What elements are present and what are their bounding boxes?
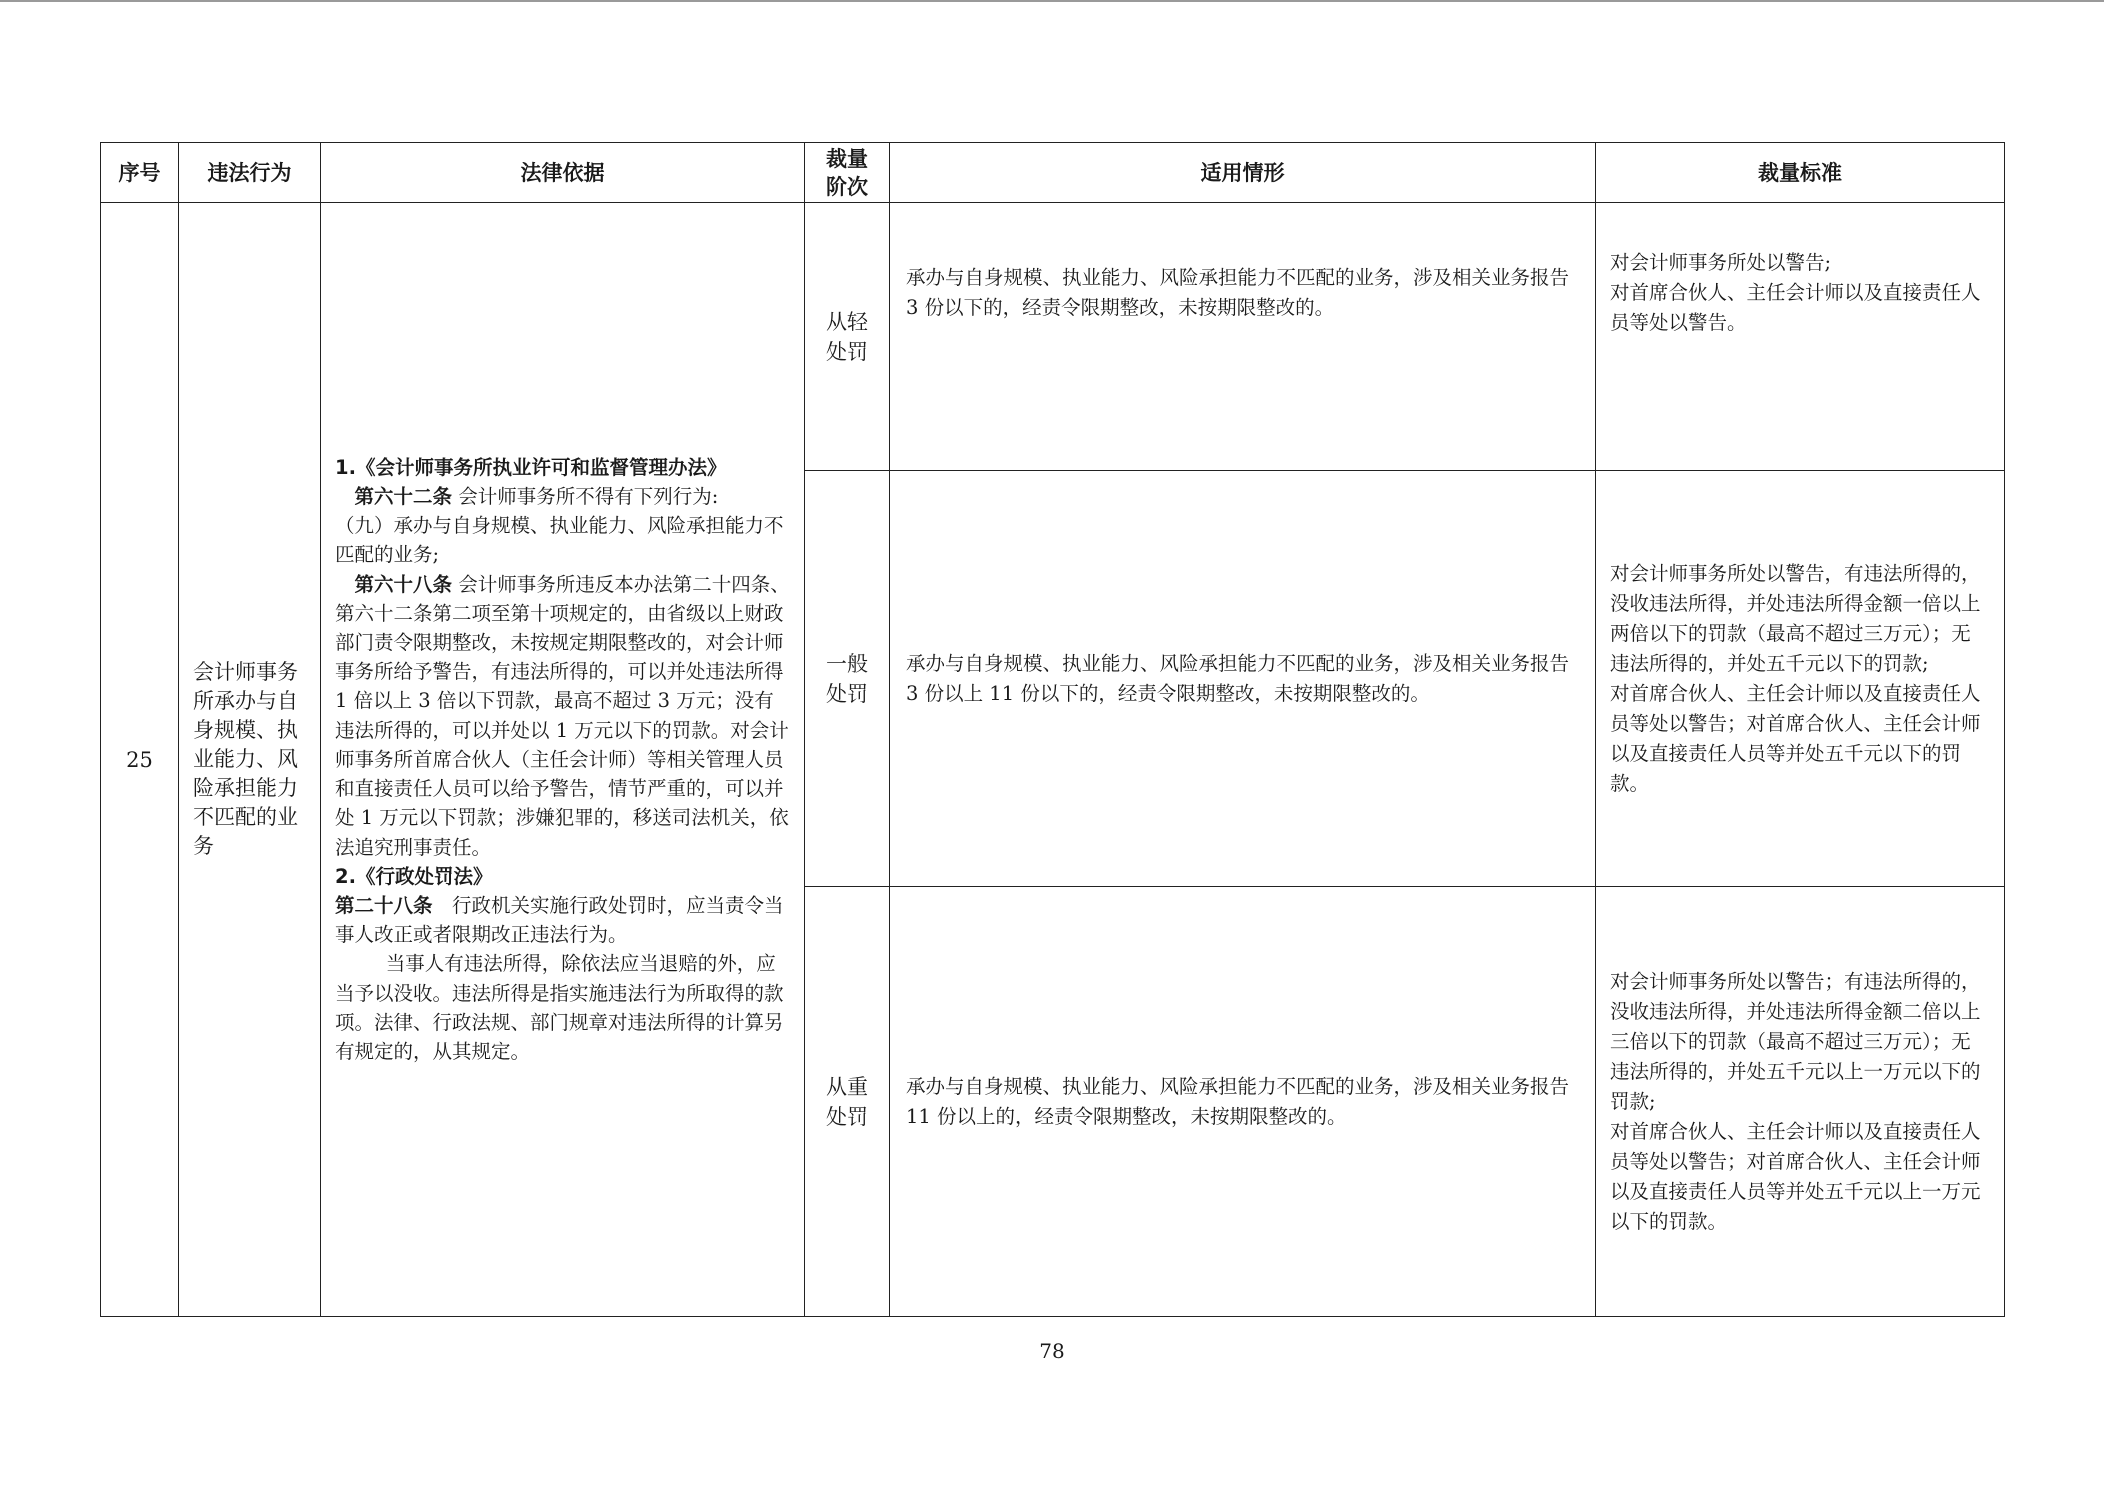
row-seq-number: 25 [101, 203, 179, 1317]
tier-standard-heavy [1596, 887, 2005, 1317]
discretion-standard-table [100, 142, 2005, 1317]
article-68-text: 会计师事务所违反本办法第二十四条、第六十二条第二项至第十项规定的，由省级以上财政部门责令限期整改，未按规定期限整改的，对会计师事务所给予警告，有违法所得的，可以并处违法所得 1 倍以上 3 倍以下罚款，最高不超过 3 万元；没有违法所得的，可以并处以 1 万元以下的罚款。对会计师事务所首席合伙人（主任会计师）等相关管理人员和直接责任人员可以给予警告，情节严重的，可以并处 1 万元以下罚款；涉嫌犯罪的，移送司法机关，依法追究刑事责任。 [335, 572, 790, 859]
article-62-label: 第六十二条 [354, 485, 453, 509]
header-violation: 违法行为 [179, 143, 321, 203]
header-standard: 裁量标准 [1596, 143, 2005, 203]
tier-standard-light [1596, 203, 2005, 471]
article-28-text: 行政机关实施行政处罚时，应当责令当事人改正或者限期改正违法行为。 [335, 893, 784, 947]
tier-level-heavy: 从重 处罚 [805, 887, 890, 1317]
article-28-paragraph-2: 当事人有违法所得，除依法应当退赔的外，应当予以没收。违法所得是指实施违法行为所取得的款项。法律、行政法规、部门规章对违法所得的计算另有规定的，从其规定。 [335, 952, 784, 1063]
violation-description: 会计师事务所承办与自身规模、执业能力、风险承担能力不匹配的业务 [179, 203, 321, 1317]
top-border-line [0, 0, 2104, 2]
article-68 [335, 570, 790, 862]
tier-level-light: 从轻 处罚 [805, 203, 890, 471]
header-legal-basis: 法律依据 [321, 143, 805, 203]
page-number: 78 [1039, 1339, 1065, 1363]
article-28-label: 第二十八条 [335, 893, 433, 917]
header-applicable-situation: 适用情形 [890, 143, 1596, 203]
article-62-text: 会计师事务所不得有下列行为: [452, 485, 719, 509]
article-68-label: 第六十八条 [354, 572, 453, 596]
article-28 [335, 891, 790, 949]
standard-line: 对首席合伙人、主任会计师以及直接责任人员等处以警告；对首席合伙人、主任会计师以及直接责任人员等并处五千元以上一万元以下的罚款。 [1610, 1119, 1981, 1233]
table-row [101, 203, 2005, 471]
standard-line: 对首席合伙人、主任会计师以及直接责任人员等处以警告；对首席合伙人、主任会计师以及直接责任人员等并处五千元以下的罚款。 [1610, 681, 1981, 795]
standard-line: 对会计师事务所处以警告；有违法所得的，没收违法所得，并处违法所得金额二倍以上三倍以下的罚款（最高不超过三万元）；无违法所得的，并处五千元以上一万元以下的罚款; [1610, 969, 1981, 1113]
law-title-2: 2.《行政处罚法》 [335, 864, 493, 888]
article-62 [335, 482, 790, 511]
article-62-item-9: （九）承办与自身规模、执业能力、风险承担能力不匹配的业务; [335, 514, 784, 567]
header-level: 裁量 阶次 [805, 143, 890, 203]
tier-standard-general [1596, 471, 2005, 887]
standard-line: 对会计师事务所处以警告; [1610, 250, 1832, 274]
tier-scope-light: 承办与自身规模、执业能力、风险承担能力不匹配的业务，涉及相关业务报告 3 份以下的，经责令限期整改，未按期限整改的。 [890, 203, 1596, 471]
tier-scope-heavy: 承办与自身规模、执业能力、风险承担能力不匹配的业务，涉及相关业务报告 11 份以上的，经责令限期整改，未按期限整改的。 [890, 887, 1596, 1317]
tier-scope-general: 承办与自身规模、执业能力、风险承担能力不匹配的业务，涉及相关业务报告 3 份以上 11 份以下的，经责令限期整改，未按期限整改的。 [890, 471, 1596, 887]
tier-level-general: 一般 处罚 [805, 471, 890, 887]
standard-line: 对首席合伙人、主任会计师以及直接责任人员等处以警告。 [1610, 280, 1981, 334]
standard-line: 对会计师事务所处以警告，有违法所得的，没收违法所得，并处违法所得金额一倍以上两倍以下的罚款（最高不超过三万元）；无违法所得的，并处五千元以下的罚款; [1610, 561, 1981, 675]
table-header-row [101, 143, 2005, 203]
header-seq: 序号 [101, 143, 179, 203]
law-title-1: 1.《会计师事务所执业许可和监督管理办法》 [335, 455, 727, 479]
legal-basis-cell [321, 203, 805, 1317]
